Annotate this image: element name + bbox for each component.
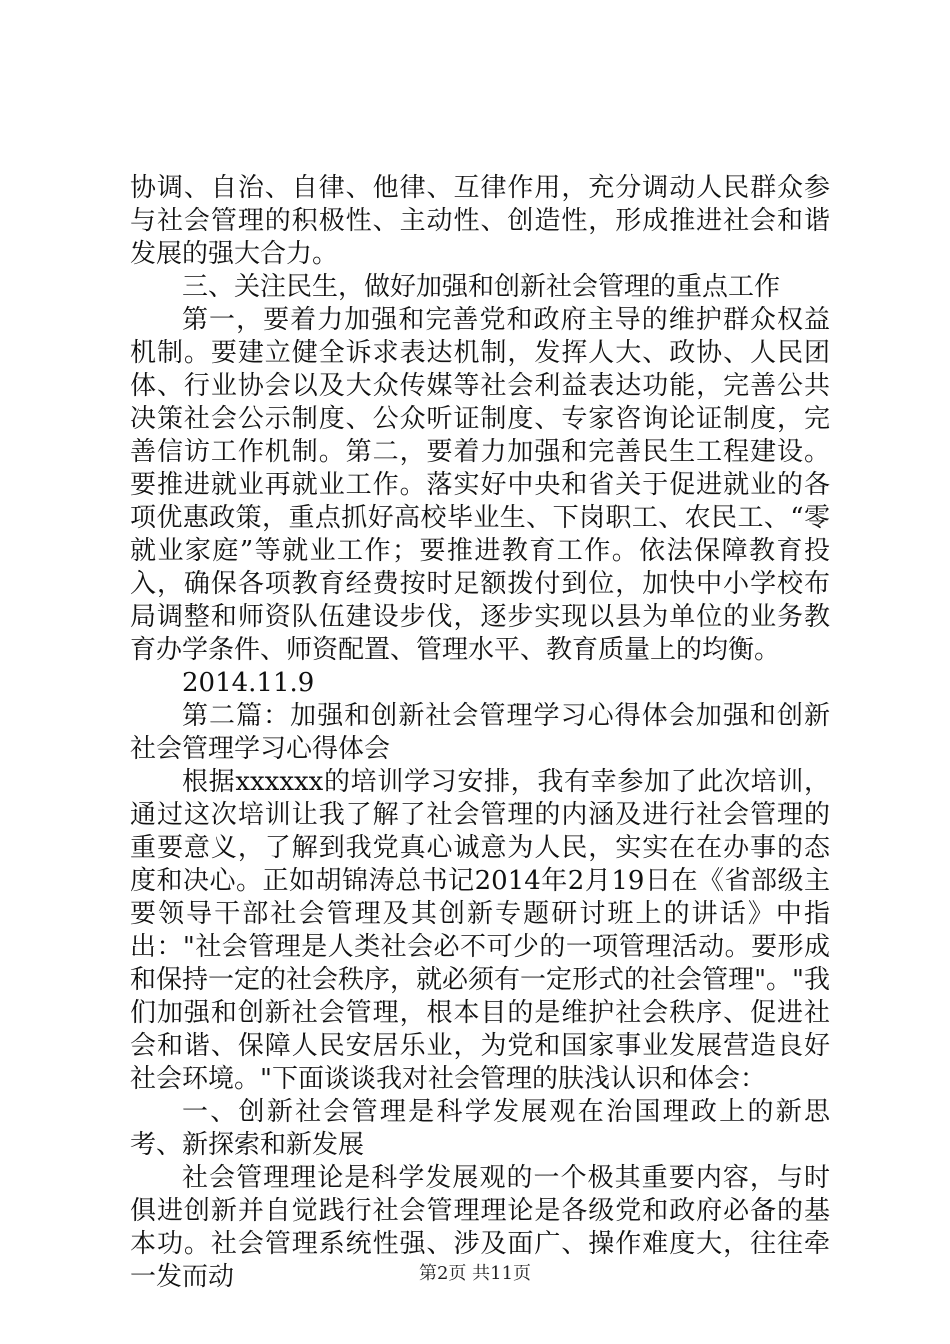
page-number-footer: 第2页 共11页 (418, 1263, 532, 1284)
paragraph: 根据xxxxxx的培训学习安排，我有幸参加了此次培训，通过这次培训让我了解了社会管理的内涵及进行社会管理的重要意义，了解到我党真心诚意为人民，实实在在办事的态度和决心。正如胡锦涛总书记2014年2月19日在《省部级主要领导干部社会管理及其创新专题研讨班上的讲话》中指出："社会管理是人类社会必不可少的一项管理活动。要形成和保持一定的社会秩序，就必须有一定形式的社会管理"。"我们加强和创新社会管理，根本目的是维护社会秩序、促进社会和谐、保障人民安居乐业，为党和国家事业发展营造良好社会环境。"下面谈谈我对社会管理的肤浅认识和体会： (130, 767, 830, 1094)
section-heading: 三、关注民生，做好加强和创新社会管理的重点工作 (182, 272, 781, 302)
date-line: 2014.11.9 (182, 668, 315, 698)
paragraph: 社会管理理论是科学发展观的一个极其重要内容，与时俱进创新并自觉践行社会管理理论是各级党和政府必备的基本功。社会管理系统性强、涉及面广、操作难度大，往往牵一发而动 (130, 1163, 830, 1292)
paragraph: 第一，要着力加强和完善党和政府主导的维护群众权益机制。要建立健全诉求表达机制，发挥人大、政协、人民团体、行业协会以及大众传媒等社会利益表达功能，完善公共决策社会公示制度、公众听证制度、专家咨询论证制度，完善信访工作机制。第二，要着力加强和完善民生工程建设。要推进就业再就业工作。落实好中央和省关于促进就业的各项优惠政策，重点抓好高校毕业生、下岗职工、农民工、“零就业家庭”等就业工作；要推进教育工作。依法保障教育投入，确保各项教育经费按时足额拨付到位，加快中小学校布局调整和师资队伍建设步伐，逐步实现以县为单位的业务教育办学条件、师资配置、管理水平、教育质量上的均衡。 (130, 305, 830, 665)
document-body (130, 172, 830, 1294)
section-heading: 一、创新社会管理是科学发展观在治国理政上的新思考、新探索和新发展 (130, 1097, 830, 1160)
chapter-title: 第二篇：加强和创新社会管理学习心得体会加强和创新社会管理学习心得体会 (130, 701, 830, 764)
paragraph: 协调、自治、自律、他律、互律作用，充分调动人民群众参与社会管理的积极性、主动性、创造性，形成推进社会和谐发展的强大合力。 (130, 173, 830, 269)
